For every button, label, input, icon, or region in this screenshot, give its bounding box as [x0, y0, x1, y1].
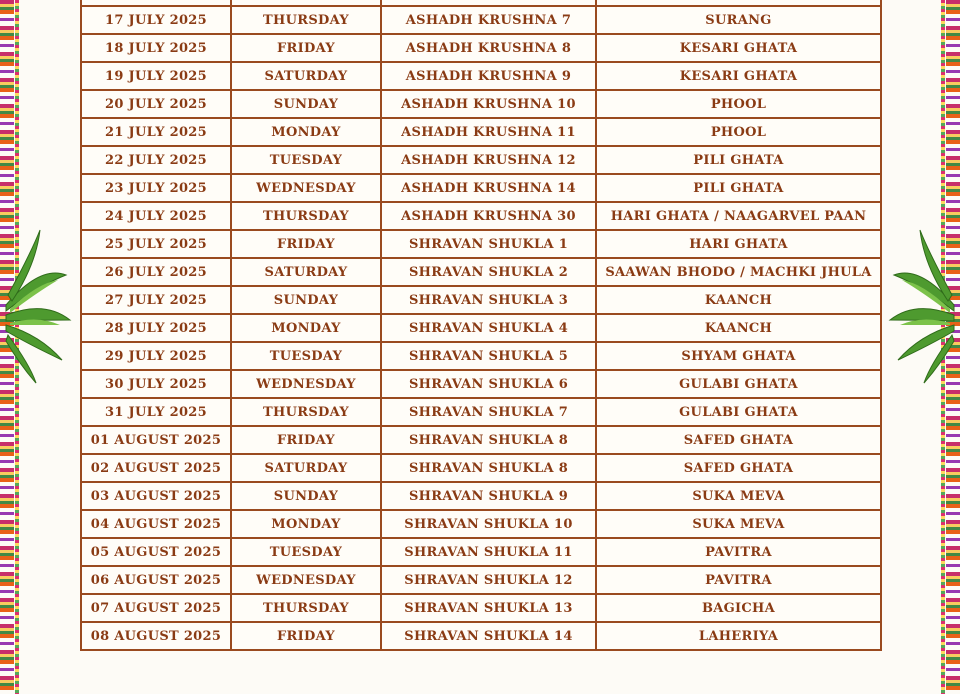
date-cell: 20 JULY 2025: [81, 90, 231, 118]
day-cell: FRIDAY: [231, 230, 381, 258]
date-cell: 17 JULY 2025: [81, 6, 231, 34]
tithi-cell: SHRAVAN SHUKLA 12: [381, 566, 596, 594]
date-cell: 31 JULY 2025: [81, 398, 231, 426]
table-row: [81, 342, 881, 370]
date-cell: 04 AUGUST 2025: [81, 510, 231, 538]
shringar-cell: KAANCH: [596, 314, 881, 342]
tithi-cell: ASHADH KRUSHNA 9: [381, 62, 596, 90]
day-cell: TUESDAY: [231, 538, 381, 566]
table-row: [81, 454, 881, 482]
shringar-cell: KESARI GHATA: [596, 34, 881, 62]
shringar-cell: PILI GHATA: [596, 146, 881, 174]
table-row: [81, 230, 881, 258]
shringar-cell: SURANG: [596, 6, 881, 34]
table-row: [81, 118, 881, 146]
date-cell: 08 AUGUST 2025: [81, 622, 231, 650]
day-cell: FRIDAY: [231, 34, 381, 62]
date-cell: 18 JULY 2025: [81, 34, 231, 62]
shringar-cell: KESARI GHATA: [596, 62, 881, 90]
date-cell: 07 AUGUST 2025: [81, 594, 231, 622]
shringar-cell: PAVITRA: [596, 538, 881, 566]
tithi-cell: SHRAVAN SHUKLA 7: [381, 398, 596, 426]
table-row: [81, 146, 881, 174]
tithi-cell: ASHADH KRUSHNA 10: [381, 90, 596, 118]
tithi-cell: SHRAVAN SHUKLA 10: [381, 510, 596, 538]
day-cell: THURSDAY: [231, 202, 381, 230]
table-row: [81, 538, 881, 566]
table-row: [81, 426, 881, 454]
shringar-cell: HARI GHATA / NAAGARVEL PAAN: [596, 202, 881, 230]
tithi-cell: SHRAVAN SHUKLA 11: [381, 538, 596, 566]
date-cell: 23 JULY 2025: [81, 174, 231, 202]
day-cell: MONDAY: [231, 314, 381, 342]
shringar-cell: GULABI GHATA: [596, 398, 881, 426]
shringar-cell: PHOOL: [596, 90, 881, 118]
banana-leaf-icon: [0, 225, 72, 385]
tithi-cell: ASHADH KRUSHNA 14: [381, 174, 596, 202]
shringar-cell: SHYAM GHATA: [596, 342, 881, 370]
day-cell: WEDNESDAY: [231, 174, 381, 202]
date-cell: 19 JULY 2025: [81, 62, 231, 90]
shringar-cell: SUKA MEVA: [596, 510, 881, 538]
tithi-cell: SHRAVAN SHUKLA 5: [381, 342, 596, 370]
date-cell: 02 AUGUST 2025: [81, 454, 231, 482]
table-body: [81, 0, 881, 650]
shringar-cell: BAGICHA: [596, 594, 881, 622]
table-row: [81, 202, 881, 230]
shringar-cell: PILI GHATA: [596, 174, 881, 202]
date-cell: 26 JULY 2025: [81, 258, 231, 286]
day-cell: FRIDAY: [231, 622, 381, 650]
day-cell: TUESDAY: [231, 146, 381, 174]
tithi-cell: ASHADH KRUSHNA 7: [381, 6, 596, 34]
tithi-cell: ASHADH KRUSHNA 11: [381, 118, 596, 146]
day-cell: MONDAY: [231, 510, 381, 538]
tithi-cell: SHRAVAN SHUKLA 3: [381, 286, 596, 314]
table-row: [81, 34, 881, 62]
day-cell: SATURDAY: [231, 454, 381, 482]
date-cell: 24 JULY 2025: [81, 202, 231, 230]
tithi-cell: SHRAVAN SHUKLA 6: [381, 370, 596, 398]
day-cell: SATURDAY: [231, 62, 381, 90]
table-row: [81, 398, 881, 426]
date-cell: 25 JULY 2025: [81, 230, 231, 258]
day-cell: MONDAY: [231, 118, 381, 146]
tithi-cell: ASHADH KRUSHNA 30: [381, 202, 596, 230]
table-row: [81, 594, 881, 622]
day-cell: SUNDAY: [231, 286, 381, 314]
shringar-cell: SUKA MEVA: [596, 482, 881, 510]
date-cell: 21 JULY 2025: [81, 118, 231, 146]
shringar-cell: SAFED GHATA: [596, 454, 881, 482]
table-row: [81, 370, 881, 398]
shringar-cell: PAVITRA: [596, 566, 881, 594]
table-row: [81, 258, 881, 286]
table-row: [81, 62, 881, 90]
date-cell: 28 JULY 2025: [81, 314, 231, 342]
table-row: [81, 566, 881, 594]
date-cell: 03 AUGUST 2025: [81, 482, 231, 510]
tithi-cell: SHRAVAN SHUKLA 13: [381, 594, 596, 622]
day-cell: THURSDAY: [231, 398, 381, 426]
date-cell: 01 AUGUST 2025: [81, 426, 231, 454]
day-cell: SUNDAY: [231, 90, 381, 118]
tithi-cell: SHRAVAN SHUKLA 8: [381, 426, 596, 454]
date-cell: 05 AUGUST 2025: [81, 538, 231, 566]
tithi-cell: ASHADH KRUSHNA 8: [381, 34, 596, 62]
table-row: [81, 6, 881, 34]
shringar-cell: LAHERIYA: [596, 622, 881, 650]
day-cell: SATURDAY: [231, 258, 381, 286]
table-row: [81, 174, 881, 202]
shringar-cell: GULABI GHATA: [596, 370, 881, 398]
date-cell: 29 JULY 2025: [81, 342, 231, 370]
date-cell: 22 JULY 2025: [81, 146, 231, 174]
date-cell: 30 JULY 2025: [81, 370, 231, 398]
tithi-cell: SHRAVAN SHUKLA 4: [381, 314, 596, 342]
tithi-cell: ASHADH KRUSHNA 12: [381, 146, 596, 174]
day-cell: SUNDAY: [231, 482, 381, 510]
shringar-schedule-table: [80, 0, 880, 651]
day-cell: THURSDAY: [231, 594, 381, 622]
tithi-cell: SHRAVAN SHUKLA 14: [381, 622, 596, 650]
table-row: [81, 90, 881, 118]
table-row: [81, 510, 881, 538]
day-cell: FRIDAY: [231, 426, 381, 454]
table-row: [81, 482, 881, 510]
day-cell: THURSDAY: [231, 6, 381, 34]
date-cell: 27 JULY 2025: [81, 286, 231, 314]
banana-leaf-icon: [888, 225, 960, 385]
table-row: [81, 286, 881, 314]
shringar-cell: KAANCH: [596, 286, 881, 314]
tithi-cell: SHRAVAN SHUKLA 8: [381, 454, 596, 482]
day-cell: TUESDAY: [231, 342, 381, 370]
day-cell: WEDNESDAY: [231, 370, 381, 398]
table-row: [81, 314, 881, 342]
tithi-cell: SHRAVAN SHUKLA 1: [381, 230, 596, 258]
shringar-cell: PHOOL: [596, 118, 881, 146]
date-cell: 06 AUGUST 2025: [81, 566, 231, 594]
tithi-cell: SHRAVAN SHUKLA 9: [381, 482, 596, 510]
table-row: [81, 622, 881, 650]
tithi-cell: SHRAVAN SHUKLA 2: [381, 258, 596, 286]
day-cell: WEDNESDAY: [231, 566, 381, 594]
shringar-cell: SAAWAN BHODO / MACHKI JHULA: [596, 258, 881, 286]
shringar-cell: SAFED GHATA: [596, 426, 881, 454]
shringar-cell: HARI GHATA: [596, 230, 881, 258]
